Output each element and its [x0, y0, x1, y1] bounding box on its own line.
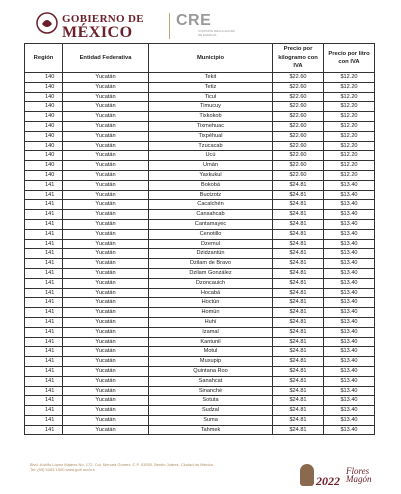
cell-state: Yucatán: [63, 308, 149, 318]
cell-region: 141: [25, 376, 63, 386]
cell-price-kg: $24.81: [273, 268, 324, 278]
cell-price-kg: $22.60: [273, 131, 324, 141]
cell-municipality: Tzucacab: [149, 141, 273, 151]
cell-municipality: Ucú: [149, 151, 273, 161]
table-row: [25, 161, 375, 171]
table-row: [25, 406, 375, 416]
cell-municipality: Cansahcab: [149, 210, 273, 220]
cell-municipality: Tekit: [149, 73, 273, 83]
cell-state: Yucatán: [63, 376, 149, 386]
cell-price-liter: $13.40: [324, 229, 375, 239]
cell-price-liter: $13.40: [324, 278, 375, 288]
cell-region: 141: [25, 288, 63, 298]
cell-region: 141: [25, 425, 63, 435]
table-row: [25, 357, 375, 367]
cell-price-liter: $12.20: [324, 151, 375, 161]
cell-state: Yucatán: [63, 415, 149, 425]
cell-region: 140: [25, 121, 63, 131]
national-seal-icon: [36, 10, 58, 36]
cell-state: Yucatán: [63, 131, 149, 141]
cell-municipality: Tetiz: [149, 82, 273, 92]
cell-region: 140: [25, 102, 63, 112]
cell-price-liter: $13.40: [324, 327, 375, 337]
logo-slogan: Flores Magón: [346, 466, 372, 484]
cell-price-liter: $13.40: [324, 425, 375, 435]
cell-region: 141: [25, 200, 63, 210]
cell-state: Yucatán: [63, 327, 149, 337]
price-table: [24, 43, 375, 435]
col-header-state: Entidad Federativa: [63, 44, 149, 73]
cell-municipality: Yaxkukul: [149, 170, 273, 180]
table-row: [25, 190, 375, 200]
table-row: [25, 317, 375, 327]
col-header-price-liter: Precio por litro con IVA: [324, 44, 375, 73]
cell-region: 140: [25, 112, 63, 122]
cell-state: Yucatán: [63, 102, 149, 112]
cell-price-kg: $24.81: [273, 386, 324, 396]
cell-price-liter: $13.40: [324, 357, 375, 367]
table-row: [25, 180, 375, 190]
table-row: [25, 229, 375, 239]
cell-region: 141: [25, 180, 63, 190]
cell-price-liter: $12.20: [324, 102, 375, 112]
cell-state: Yucatán: [63, 268, 149, 278]
cell-price-kg: $22.60: [273, 141, 324, 151]
cell-price-kg: $24.81: [273, 259, 324, 269]
cell-state: Yucatán: [63, 239, 149, 249]
table-row: [25, 268, 375, 278]
cell-region: 141: [25, 308, 63, 318]
government-title-line2: MÉXICO: [62, 24, 133, 41]
cell-municipality: Hoctún: [149, 298, 273, 308]
table-row: [25, 131, 375, 141]
cell-price-liter: $13.40: [324, 268, 375, 278]
col-header-price-kg: Precio por kilogramo con IVA: [273, 44, 324, 73]
cell-region: 141: [25, 386, 63, 396]
cell-municipality: Sinanché: [149, 386, 273, 396]
cell-state: Yucatán: [63, 229, 149, 239]
cell-price-kg: $24.81: [273, 278, 324, 288]
cell-region: 141: [25, 219, 63, 229]
table-row: [25, 366, 375, 376]
cell-price-kg: $22.60: [273, 151, 324, 161]
cell-state: Yucatán: [63, 406, 149, 416]
cell-price-liter: $13.40: [324, 249, 375, 259]
cell-price-kg: $24.81: [273, 327, 324, 337]
cell-municipality: Dzidzantún: [149, 249, 273, 259]
cell-region: 141: [25, 229, 63, 239]
table-body: [25, 73, 375, 435]
cell-price-kg: $24.81: [273, 229, 324, 239]
cell-price-kg: $24.81: [273, 376, 324, 386]
cell-municipality: Ticul: [149, 92, 273, 102]
cell-price-kg: $22.60: [273, 121, 324, 131]
cell-municipality: Dzemul: [149, 239, 273, 249]
cell-region: 141: [25, 239, 63, 249]
cell-municipality: Hocabá: [149, 288, 273, 298]
cell-state: Yucatán: [63, 278, 149, 288]
cell-municipality: Cacalchén: [149, 200, 273, 210]
cell-price-liter: $13.40: [324, 406, 375, 416]
cell-region: 140: [25, 131, 63, 141]
cell-region: 141: [25, 317, 63, 327]
table-row: [25, 141, 375, 151]
table-row: [25, 308, 375, 318]
cell-municipality: Sudzal: [149, 406, 273, 416]
cell-region: 140: [25, 141, 63, 151]
cell-state: Yucatán: [63, 112, 149, 122]
table-row: [25, 337, 375, 347]
cell-price-liter: $12.20: [324, 131, 375, 141]
cell-municipality: Dzilam de Bravo: [149, 259, 273, 269]
cell-price-liter: $13.40: [324, 298, 375, 308]
cell-price-kg: $24.81: [273, 288, 324, 298]
table-header-row: [25, 44, 375, 73]
cell-price-kg: $24.81: [273, 190, 324, 200]
footer-address: [30, 462, 310, 472]
cell-state: Yucatán: [63, 288, 149, 298]
cell-price-kg: $24.81: [273, 317, 324, 327]
table-row: [25, 386, 375, 396]
cell-price-liter: $12.20: [324, 82, 375, 92]
cell-price-liter: $13.40: [324, 396, 375, 406]
cell-municipality: Homún: [149, 308, 273, 318]
cell-region: 141: [25, 259, 63, 269]
cell-price-liter: $13.40: [324, 317, 375, 327]
cell-price-kg: $24.81: [273, 219, 324, 229]
table-row: [25, 249, 375, 259]
cell-price-kg: $22.60: [273, 73, 324, 83]
table-row: [25, 347, 375, 357]
cell-municipality: Izamal: [149, 327, 273, 337]
cell-state: Yucatán: [63, 347, 149, 357]
cell-price-liter: $12.20: [324, 92, 375, 102]
cell-price-kg: $22.60: [273, 92, 324, 102]
cell-region: 141: [25, 327, 63, 337]
cell-municipality: Dzilam González: [149, 268, 273, 278]
cell-region: 140: [25, 92, 63, 102]
cell-price-kg: $24.81: [273, 347, 324, 357]
table-row: [25, 112, 375, 122]
cell-region: 141: [25, 357, 63, 367]
cell-price-kg: $24.81: [273, 249, 324, 259]
cell-price-liter: $12.20: [324, 161, 375, 171]
table-row: [25, 425, 375, 435]
cell-price-kg: $24.81: [273, 415, 324, 425]
cell-price-kg: $22.60: [273, 102, 324, 112]
cell-state: Yucatán: [63, 317, 149, 327]
government-title-line1: GOBIERNO DE: [62, 13, 144, 25]
cell-price-liter: $13.40: [324, 386, 375, 396]
cell-price-liter: $12.20: [324, 141, 375, 151]
cell-price-kg: $22.60: [273, 112, 324, 122]
cell-price-liter: $13.40: [324, 210, 375, 220]
cell-region: 141: [25, 249, 63, 259]
cell-state: Yucatán: [63, 190, 149, 200]
cell-price-kg: $24.81: [273, 210, 324, 220]
cell-price-liter: $13.40: [324, 219, 375, 229]
cell-municipality: Kantunil: [149, 337, 273, 347]
cell-price-liter: $13.40: [324, 376, 375, 386]
cell-municipality: Bokobá: [149, 180, 273, 190]
cell-municipality: Suma: [149, 415, 273, 425]
cell-state: Yucatán: [63, 219, 149, 229]
cell-state: Yucatán: [63, 396, 149, 406]
table-row: [25, 219, 375, 229]
cell-state: Yucatán: [63, 92, 149, 102]
cell-region: 141: [25, 337, 63, 347]
cell-state: Yucatán: [63, 259, 149, 269]
cell-state: Yucatán: [63, 210, 149, 220]
table-row: [25, 298, 375, 308]
cell-municipality: Quintana Roo: [149, 366, 273, 376]
cell-price-liter: $13.40: [324, 200, 375, 210]
cell-price-kg: $24.81: [273, 239, 324, 249]
cell-municipality: Tixmehuac: [149, 121, 273, 131]
cell-price-kg: $24.81: [273, 298, 324, 308]
table-row: [25, 396, 375, 406]
cell-price-liter: $13.40: [324, 366, 375, 376]
table-row: [25, 92, 375, 102]
header-divider: [169, 13, 170, 39]
table-row: [25, 288, 375, 298]
col-header-municipality: Municipio: [149, 44, 273, 73]
cell-municipality: Huhí: [149, 317, 273, 327]
cell-price-liter: $12.20: [324, 73, 375, 83]
cell-price-liter: $13.40: [324, 308, 375, 318]
cell-region: 141: [25, 268, 63, 278]
cell-price-liter: $12.20: [324, 170, 375, 180]
cell-municipality: Sanahcat: [149, 376, 273, 386]
cell-state: Yucatán: [63, 249, 149, 259]
cell-municipality: Dzoncauich: [149, 278, 273, 288]
table-row: [25, 415, 375, 425]
cell-state: Yucatán: [63, 357, 149, 367]
cell-municipality: Motul: [149, 347, 273, 357]
footer-contact-line: Tel: (55) 5283 1500 www.gob.mx/cre: [30, 467, 95, 472]
cell-municipality: Muxupip: [149, 357, 273, 367]
cell-price-kg: $24.81: [273, 357, 324, 367]
agency-logo: CRE: [176, 12, 212, 29]
cell-municipality: Buctzotz: [149, 190, 273, 200]
cell-municipality: Timucuy: [149, 102, 273, 112]
table-row: [25, 239, 375, 249]
cell-price-kg: $24.81: [273, 366, 324, 376]
year-commemorative-logo: [296, 462, 386, 492]
cell-municipality: Cenotillo: [149, 229, 273, 239]
cell-price-liter: $13.40: [324, 190, 375, 200]
table-row: [25, 278, 375, 288]
cell-municipality: Tahmek: [149, 425, 273, 435]
table-row: [25, 121, 375, 131]
table-row: [25, 376, 375, 386]
table-row: [25, 151, 375, 161]
cell-price-liter: $13.40: [324, 259, 375, 269]
cell-region: 141: [25, 190, 63, 200]
cell-region: 141: [25, 210, 63, 220]
cell-region: 141: [25, 298, 63, 308]
cell-municipality: Cantamayec: [149, 219, 273, 229]
cell-price-kg: $22.60: [273, 82, 324, 92]
cell-region: 140: [25, 151, 63, 161]
cell-region: 141: [25, 415, 63, 425]
cell-state: Yucatán: [63, 180, 149, 190]
cell-price-kg: $24.81: [273, 396, 324, 406]
cell-price-kg: $24.81: [273, 180, 324, 190]
table-row: [25, 170, 375, 180]
cell-state: Yucatán: [63, 337, 149, 347]
cell-price-liter: $13.40: [324, 347, 375, 357]
cell-region: 140: [25, 161, 63, 171]
cell-price-liter: $13.40: [324, 288, 375, 298]
agency-subtitle: COMISIÓN REGULADORA DE ENERGÍA: [198, 29, 235, 37]
footer-address-line: Blvd. Adolfo López Mateos No. 172, Col. Merced Gómez, C.P. 03930, Benito Juárez, Ciudad de México.: [30, 462, 215, 467]
cell-region: 141: [25, 406, 63, 416]
cell-price-liter: $12.20: [324, 112, 375, 122]
cell-price-kg: $24.81: [273, 200, 324, 210]
portrait-image: [300, 464, 314, 486]
cell-price-liter: $13.40: [324, 415, 375, 425]
cell-state: Yucatán: [63, 151, 149, 161]
cell-state: Yucatán: [63, 121, 149, 131]
cell-price-kg: $24.81: [273, 406, 324, 416]
cell-state: Yucatán: [63, 73, 149, 83]
cell-price-liter: $13.40: [324, 337, 375, 347]
cell-state: Yucatán: [63, 170, 149, 180]
cell-municipality: Tixpéhual: [149, 131, 273, 141]
cell-price-kg: $24.81: [273, 308, 324, 318]
table-row: [25, 327, 375, 337]
cell-price-kg: $22.60: [273, 170, 324, 180]
cell-state: Yucatán: [63, 200, 149, 210]
table-row: [25, 200, 375, 210]
cell-price-liter: $12.20: [324, 121, 375, 131]
cell-municipality: Tixkokob: [149, 112, 273, 122]
cell-region: 140: [25, 170, 63, 180]
table-row: [25, 259, 375, 269]
cell-price-kg: $24.81: [273, 337, 324, 347]
table-row: [25, 73, 375, 83]
cell-state: Yucatán: [63, 366, 149, 376]
cell-state: Yucatán: [63, 425, 149, 435]
cell-price-liter: $13.40: [324, 239, 375, 249]
cell-price-kg: $24.81: [273, 425, 324, 435]
cell-state: Yucatán: [63, 82, 149, 92]
table-row: [25, 102, 375, 112]
cell-municipality: Umán: [149, 161, 273, 171]
cell-region: 140: [25, 73, 63, 83]
cell-price-liter: $13.40: [324, 180, 375, 190]
cell-region: 141: [25, 396, 63, 406]
col-header-region: Región: [25, 44, 63, 73]
cell-state: Yucatán: [63, 298, 149, 308]
cell-region: 141: [25, 278, 63, 288]
cell-municipality: Sotuta: [149, 396, 273, 406]
cell-region: 141: [25, 366, 63, 376]
cell-region: 140: [25, 82, 63, 92]
table-row: [25, 82, 375, 92]
page-header: [24, 10, 384, 46]
cell-state: Yucatán: [63, 386, 149, 396]
cell-state: Yucatán: [63, 161, 149, 171]
cell-state: Yucatán: [63, 141, 149, 151]
cell-region: 141: [25, 347, 63, 357]
cell-price-kg: $22.60: [273, 161, 324, 171]
table-row: [25, 210, 375, 220]
logo-year: 2022: [316, 474, 340, 488]
